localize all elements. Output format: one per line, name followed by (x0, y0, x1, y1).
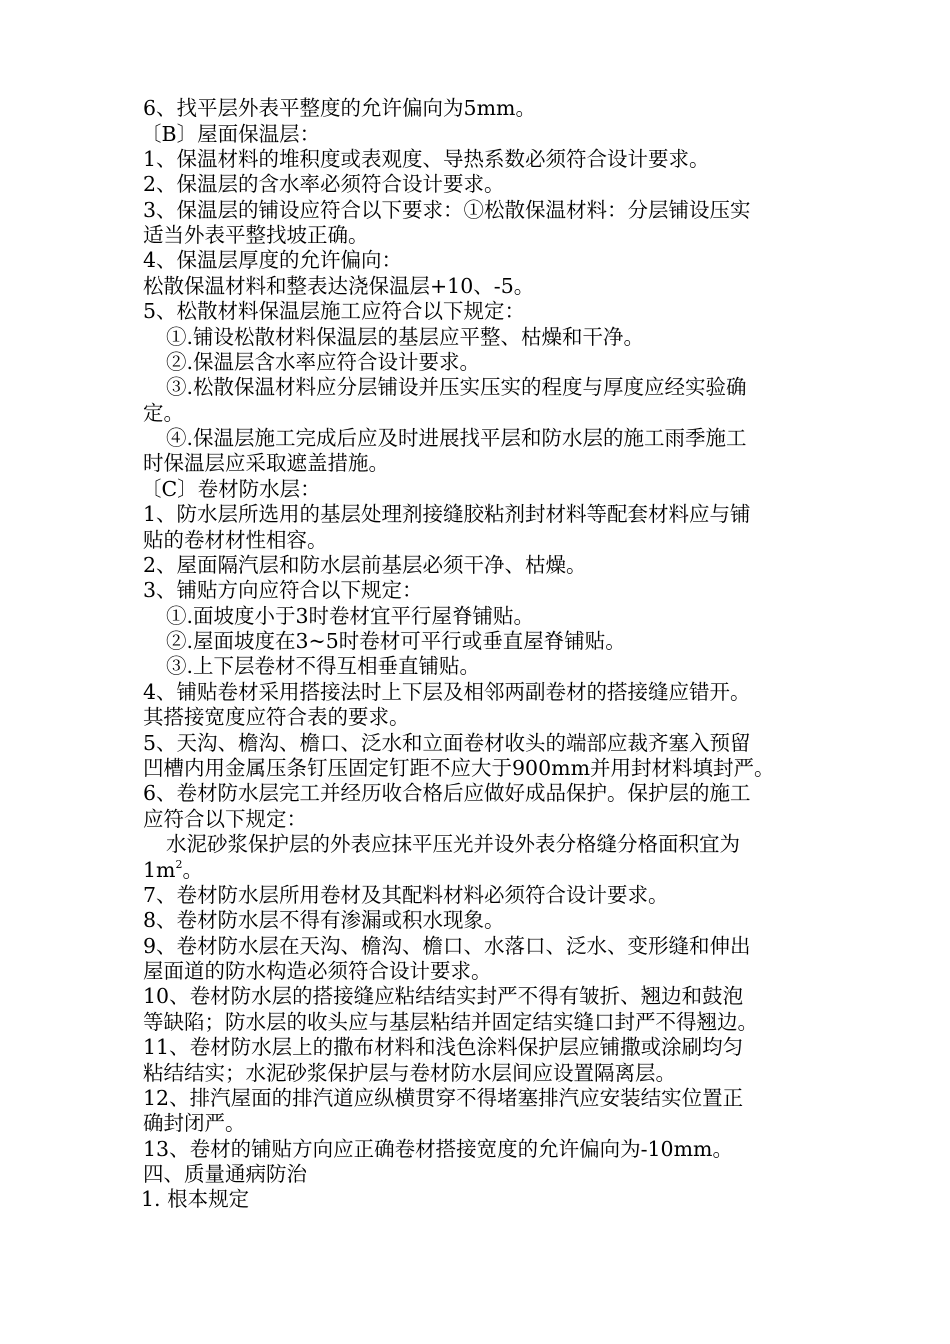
text-line: 10、卷材防水层的搭接缝应粘结结实封严不得有皱折、翘边和鼓泡 (143, 984, 744, 1008)
text-line: 粘结结实；水泥砂浆保护层与卷材防水层间应设置隔离层。 (143, 1061, 676, 1085)
text-line: 7、卷材防水层所用卷材及其配料材料必须符合设计要求。 (143, 883, 669, 907)
text-line: 6、找平层外表平整度的允许偏向为5mm。 (143, 96, 536, 120)
text-line: ②.屋面坡度在3~5时卷材可平行或垂直屋脊铺贴。 (166, 629, 626, 653)
text-line (143, 857, 203, 883)
superscript: 2 (175, 858, 183, 871)
text-line: 3、保温层的铺设应符合以下要求：①松散保温材料：分层铺设压实 (143, 198, 751, 222)
text-line: 13、卷材的铺贴方向应正确卷材搭接宽度的允许偏向为-10mm。 (143, 1137, 733, 1161)
text-line: ①.面坡度小于3时卷材宜平行屋脊铺贴。 (166, 604, 535, 628)
text-line: 贴的卷材材性相容。 (143, 528, 328, 552)
text-line: 松散保温材料和整表达浇保温层+10、-5。 (143, 274, 535, 298)
text-line: ③.松散保温材料应分层铺设并压实压实的程度与厚度应经实验确 (166, 375, 747, 399)
subsection-heading: 1. 根本规定 (141, 1187, 250, 1211)
text-line: 3、铺贴方向应符合以下规定： (143, 578, 423, 602)
text-line: 6、卷材防水层完工并经历收合格后应做好成品保护。保护层的施工 (143, 781, 751, 805)
text-line: 4、铺贴卷材采用搭接法时上下层及相邻两副卷材的搭接缝应错开。 (143, 680, 751, 704)
text-line: ①.铺设松散材料保温层的基层应平整、枯燥和干净。 (166, 325, 645, 349)
text-line: 确封闭严。 (143, 1111, 246, 1135)
text-line: ④.保温层施工完成后应及时进展找平层和防水层的施工雨季施工 (166, 426, 747, 450)
punctuation: 。 (182, 858, 203, 882)
text-line: 水泥砂浆保护层的外表应抹平压光并设外表分格缝分格面积宜为 (166, 832, 740, 856)
text-line: 屋面道的防水构造必须符合设计要求。 (143, 959, 492, 983)
text-line: 适当外表平整找坡正确。 (143, 223, 369, 247)
text-line: 5、松散材料保温层施工应符合以下规定： (143, 299, 526, 323)
text-line: 1、防水层所选用的基层处理剂接缝胶粘剂封材料等配套材料应与铺 (143, 502, 751, 526)
text-line: ③.上下层卷材不得互相垂直铺贴。 (166, 654, 481, 678)
text-line: 定。 (143, 401, 184, 425)
area-value: 1m (143, 858, 176, 882)
text-line: 11、卷材防水层上的撒布材料和浅色涂料保护层应铺撒或涂刷均匀 (143, 1035, 744, 1059)
text-line: 1、保温材料的堆积度或表观度、导热系数必须符合设计要求。 (143, 147, 710, 171)
text-line: 凹槽内用金属压条钉压固定钉距不应大于900mm并用封材料填封严。 (143, 756, 775, 780)
text-line: 2、保温层的含水率必须符合设计要求。 (143, 172, 505, 196)
text-line: 9、卷材防水层在天沟、檐沟、檐口、水落口、泛水、变形缝和伸出 (143, 934, 751, 958)
text-line: 4、保温层厚度的允许偏向： (143, 248, 403, 272)
text-line: 等缺陷；防水层的收头应与基层粘结并固定结实缝口封严不得翘边。 (143, 1010, 758, 1034)
text-line: 应符合以下规定： (143, 807, 307, 831)
text-line: 12、排汽屋面的排汽道应纵横贯穿不得堵塞排汽应安装结实位置正 (143, 1086, 744, 1110)
text-line: ②.保温层含水率应符合设计要求。 (166, 350, 481, 374)
text-line: 2、屋面隔汽层和防水层前基层必须干净、枯燥。 (143, 553, 587, 577)
text-line: 8、卷材防水层不得有渗漏或积水现象。 (143, 908, 505, 932)
text-line: 其搭接宽度应符合表的要求。 (143, 705, 410, 729)
text-line: 5、天沟、檐沟、檐口、泛水和立面卷材收头的端部应裁齐塞入预留 (143, 731, 751, 755)
section-heading: 〔C〕卷材防水层： (141, 477, 321, 501)
text-line: 时保温层应采取遮盖措施。 (143, 451, 389, 475)
section-heading: 四、质量通病防治 (143, 1162, 307, 1186)
section-heading: 〔B〕屋面保温层： (141, 122, 321, 146)
